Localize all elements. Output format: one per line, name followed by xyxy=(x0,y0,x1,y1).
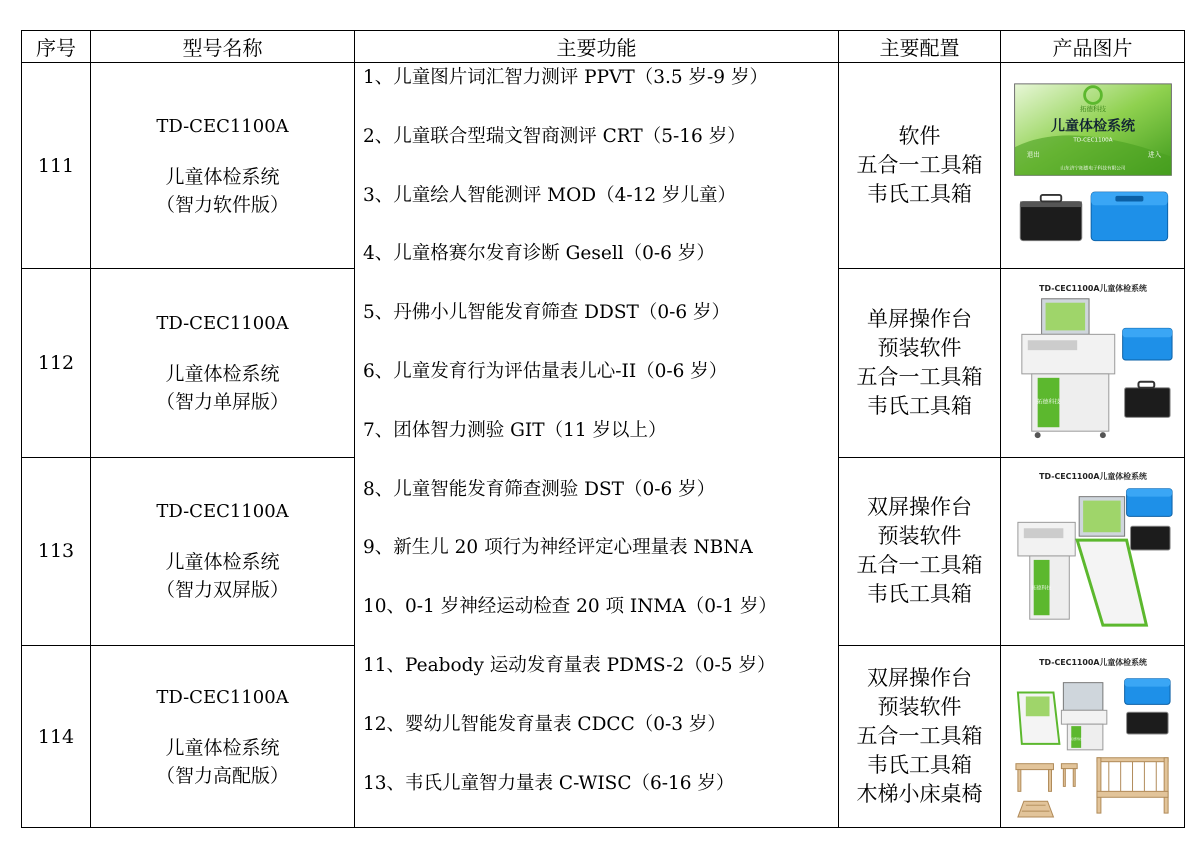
model-code: TD-CEC1100A xyxy=(156,313,289,335)
picture-cell xyxy=(1001,645,1185,828)
dual-screen-console-image xyxy=(1007,467,1179,635)
picture-cell xyxy=(1001,269,1185,458)
function-item: 10、0-1 岁神经运动检查 20 项 INMA（0-1 岁） xyxy=(363,596,777,618)
config-item: 单屏操作台 xyxy=(867,307,972,332)
exit-text: 退出 xyxy=(1026,150,1040,159)
console-icon xyxy=(1021,299,1114,438)
config-cell xyxy=(839,63,1001,269)
product-name: 儿童体检系统 xyxy=(165,551,280,574)
config-item: 预装软件 xyxy=(877,336,962,361)
config-item: 木梯小床桌椅 xyxy=(856,782,983,807)
product-name: 儿童体检系统 xyxy=(165,736,280,759)
model-name-cell xyxy=(91,63,355,269)
picture-cell xyxy=(1001,458,1185,646)
blue-toolbox-icon xyxy=(1091,192,1168,241)
model-name-cell xyxy=(91,269,355,458)
picture-cell xyxy=(1001,63,1185,269)
config-item: 五合一工具箱 xyxy=(856,553,983,578)
black-toolbox-icon xyxy=(1130,527,1170,551)
software-box-image xyxy=(1007,82,1179,250)
company-text: 山东济宁拓德电子科技有限公司 xyxy=(1059,166,1126,172)
wooden-furniture-icon xyxy=(1015,757,1167,816)
header-picture: 产品图片 xyxy=(1001,31,1185,63)
config-item: 五合一工具箱 xyxy=(856,724,983,749)
model-name-cell xyxy=(91,645,355,828)
header-index: 序号 xyxy=(22,31,91,63)
cabinet-label: 拓德科技 xyxy=(1036,399,1060,406)
function-item: 12、婴幼儿智能发育量表 CDCC（0-3 岁） xyxy=(363,713,726,735)
config-item: 双屏操作台 xyxy=(867,666,972,691)
function-item: 3、儿童绘人智能测评 MOD（4-12 岁儿童） xyxy=(363,184,737,206)
box-model-text: TD-CEC1100A xyxy=(1072,137,1113,144)
table-row xyxy=(22,63,1185,269)
function-item: 6、儿童发育行为评估量表儿心-II（0-6 岁） xyxy=(363,360,728,382)
product-name: 儿童体检系统 xyxy=(165,363,280,386)
product-table xyxy=(21,30,1185,828)
function-item: 7、团体智力测验 GIT（11 岁以上） xyxy=(363,419,667,441)
product-edition: （智力高配版） xyxy=(155,764,289,787)
row-index: 112 xyxy=(22,269,91,458)
model-code: TD-CEC1100A xyxy=(156,686,289,708)
function-item: 13、韦氏儿童智力量表 C-WISC（6-16 岁） xyxy=(363,772,735,794)
config-item: 五合一工具箱 xyxy=(856,153,983,178)
model-code: TD-CEC1100A xyxy=(156,115,289,137)
console-icon xyxy=(1017,682,1106,749)
function-item: 2、儿童联合型瑞文智商测评 CRT（5-16 岁） xyxy=(363,125,746,147)
function-item: 11、Peabody 运动发育量表 PDMS-2（0-5 岁） xyxy=(363,654,776,676)
header-config: 主要配置 xyxy=(839,31,1001,63)
config-item: 预装软件 xyxy=(877,524,962,549)
config-cell xyxy=(839,645,1001,828)
box-title-text: 儿童体检系统 xyxy=(1050,118,1135,135)
config-cell xyxy=(839,269,1001,458)
row-index: 114 xyxy=(22,645,91,828)
blue-toolbox-icon xyxy=(1126,489,1171,517)
blue-toolbox-icon xyxy=(1124,678,1169,704)
enter-text: 进入 xyxy=(1147,150,1161,159)
black-toolbox-icon xyxy=(1020,195,1082,241)
function-item: 5、丹佛小儿智能发育筛查 DDST（0-6 岁） xyxy=(363,302,731,324)
black-toolbox-icon xyxy=(1124,382,1169,418)
config-item: 双屏操作台 xyxy=(867,495,972,520)
premium-console-image xyxy=(1007,653,1179,821)
single-screen-console-image xyxy=(1007,279,1179,447)
product-edition: （智力软件版） xyxy=(155,193,289,216)
cabinet-label: 拓德科技 xyxy=(1031,585,1051,592)
black-toolbox-icon xyxy=(1126,712,1168,734)
product-edition: （智力双屏版） xyxy=(155,579,289,602)
row-index: 111 xyxy=(22,63,91,269)
cabinet-label: 拓德科技 xyxy=(1069,736,1082,741)
function-item: 9、新生儿 20 项行为神经评定心理量表 NBNA xyxy=(363,537,753,559)
row-index: 113 xyxy=(22,458,91,646)
config-item: 韦氏工具箱 xyxy=(867,753,972,778)
config-item: 预装软件 xyxy=(877,695,962,720)
blue-toolbox-icon xyxy=(1122,329,1171,361)
product-name: 儿童体检系统 xyxy=(165,165,280,188)
brand-text: 拓德科技 xyxy=(1079,104,1106,113)
config-item: 五合一工具箱 xyxy=(856,365,983,390)
model-code: TD-CEC1100A xyxy=(156,501,289,523)
config-item: 韦氏工具箱 xyxy=(867,394,972,419)
model-name-cell xyxy=(91,458,355,646)
product-edition: （智力单屏版） xyxy=(155,391,289,414)
function-item: 4、儿童格赛尔发育诊断 Gesell（0-6 岁） xyxy=(363,243,715,265)
header-functions: 主要功能 xyxy=(355,31,839,63)
header-row xyxy=(22,31,1185,63)
config-cell xyxy=(839,458,1001,646)
config-item: 韦氏工具箱 xyxy=(867,582,972,607)
picture-caption: TD-CEC1100A儿童体检系统 xyxy=(1038,284,1147,294)
function-item: 8、儿童智能发育筛查测验 DST（0-6 岁） xyxy=(363,478,716,500)
function-item: 1、儿童图片词汇智力测评 PPVT（3.5 岁-9 岁） xyxy=(363,67,768,88)
picture-caption: TD-CEC1100A儿童体检系统 xyxy=(1038,472,1147,482)
header-model-name: 型号名称 xyxy=(91,31,355,63)
config-item: 韦氏工具箱 xyxy=(867,182,972,207)
config-item: 软件 xyxy=(898,124,941,149)
functions-cell xyxy=(355,63,839,828)
picture-caption: TD-CEC1100A儿童体检系统 xyxy=(1038,657,1147,667)
